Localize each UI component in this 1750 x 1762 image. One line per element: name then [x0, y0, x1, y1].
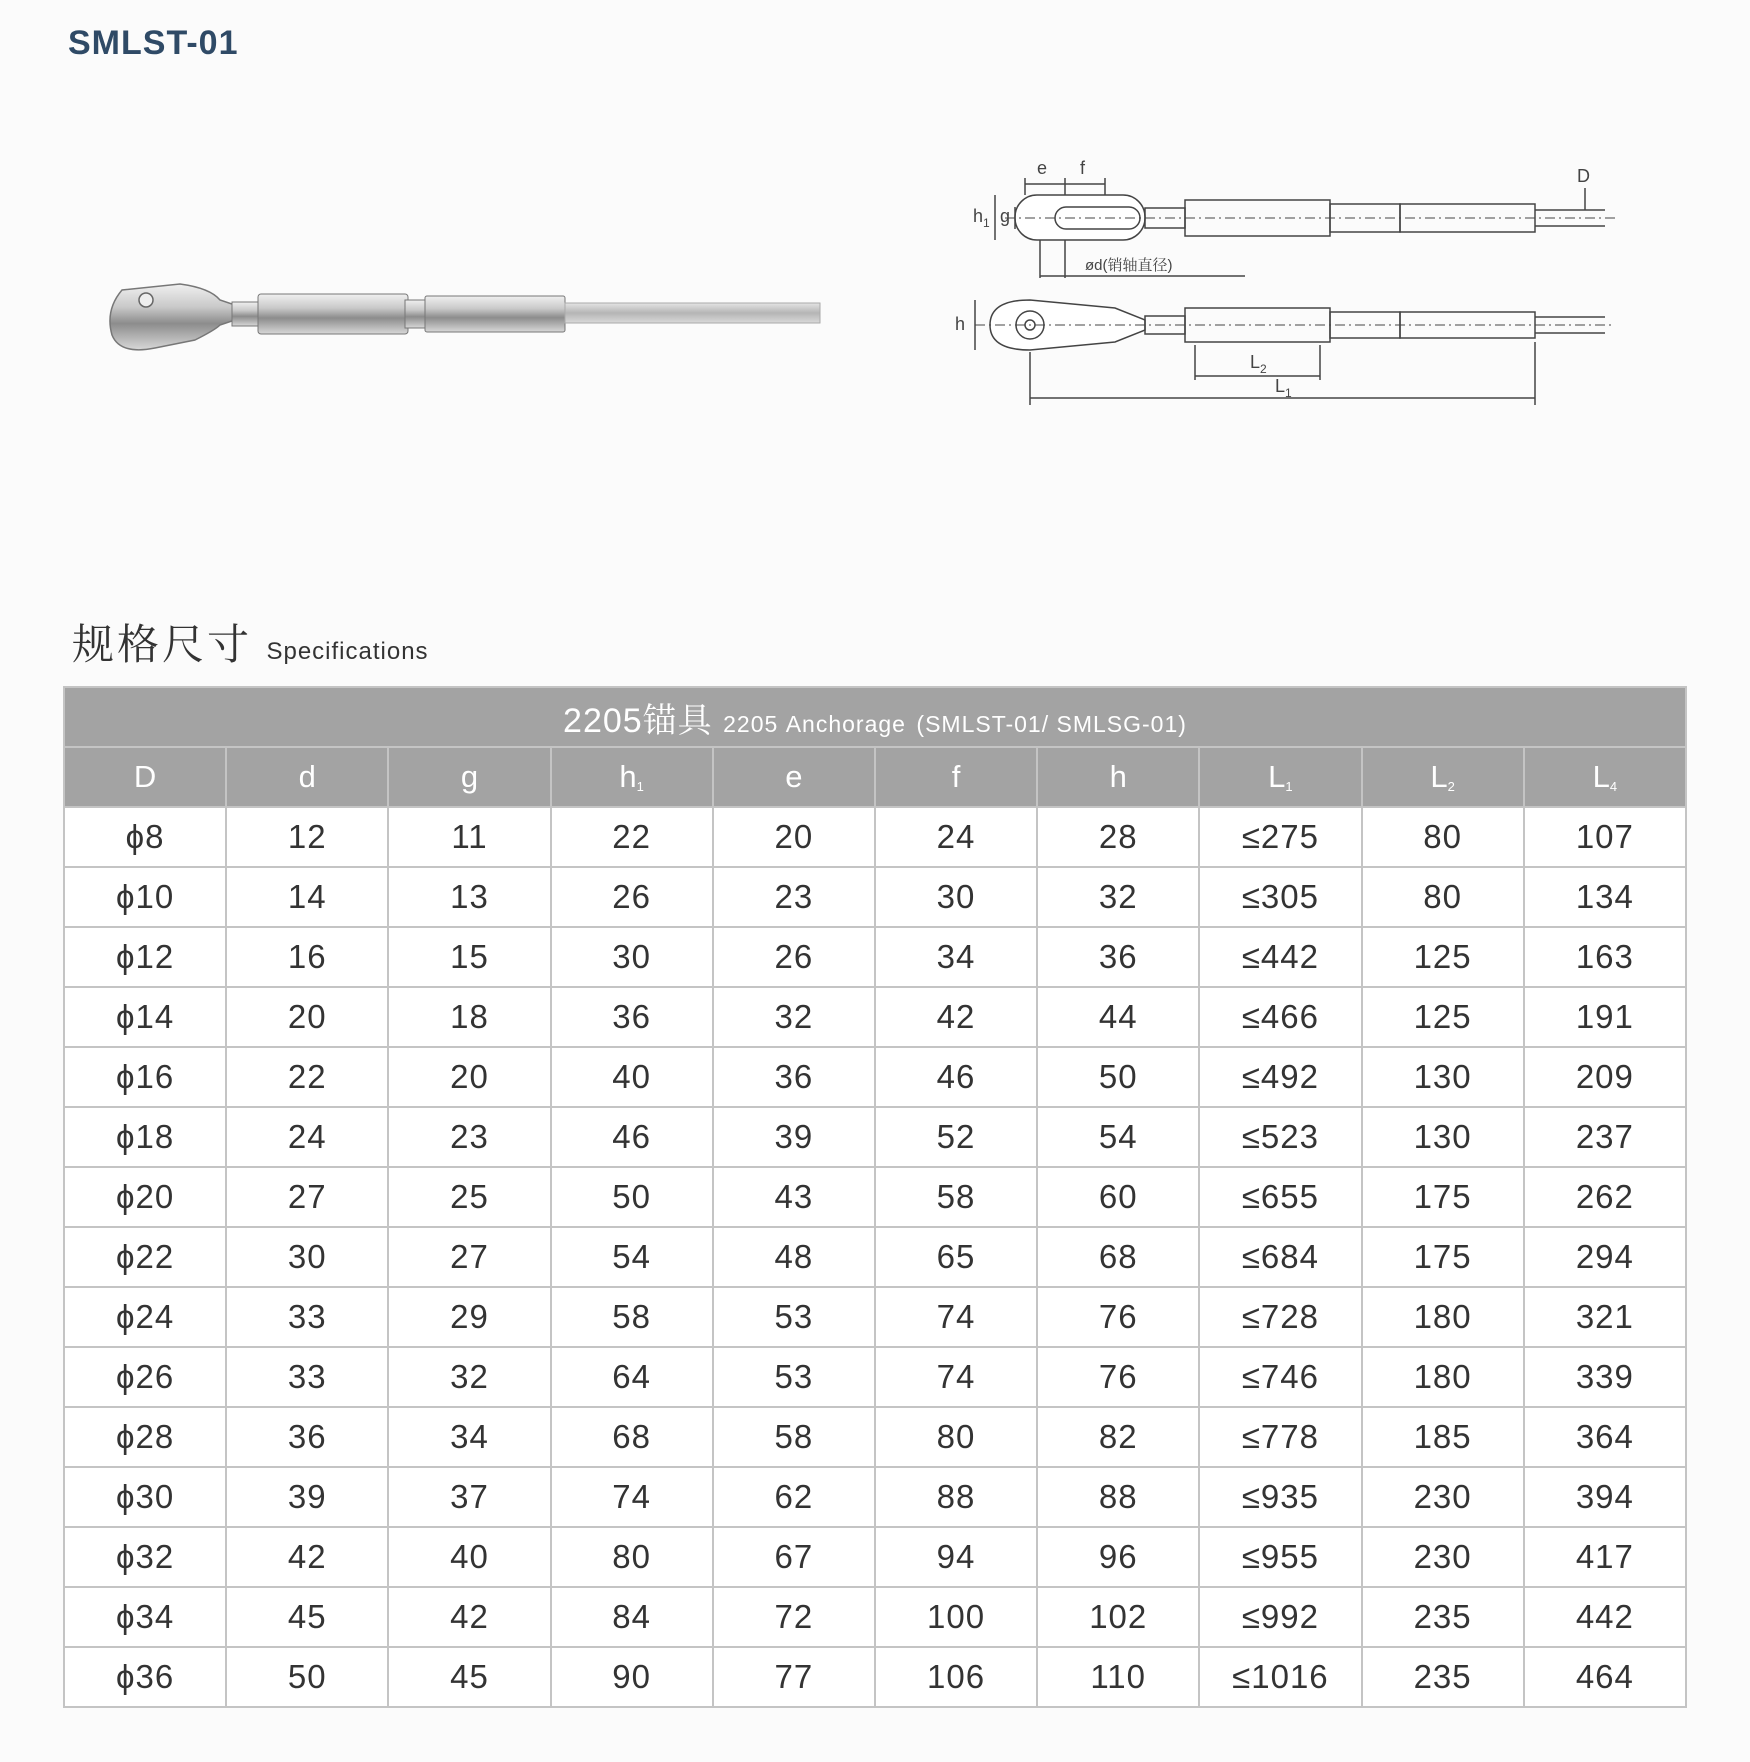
table-cell: 417 [1524, 1527, 1686, 1587]
specifications-heading-en: Specifications [266, 638, 429, 665]
table-cell: 53 [713, 1347, 875, 1407]
table-cell: 209 [1524, 1047, 1686, 1107]
table-cell: 54 [1037, 1107, 1199, 1167]
table-cell: 12 [226, 807, 388, 867]
table-cell: 40 [551, 1047, 713, 1107]
drawing-label-h: h [955, 314, 966, 334]
table-cell: 13 [388, 867, 550, 927]
table-cell: 80 [1362, 807, 1524, 867]
table-cell: 30 [875, 867, 1037, 927]
table-cell: 191 [1524, 987, 1686, 1047]
table-cell: 237 [1524, 1107, 1686, 1167]
table-cell: 45 [226, 1587, 388, 1647]
table-cell: ϕ10 [64, 867, 226, 927]
table-row [64, 1407, 1686, 1467]
table-header-label: g [460, 759, 479, 794]
table-cell: ϕ18 [64, 1107, 226, 1167]
table-cell: 37 [388, 1467, 550, 1527]
table-cell: 53 [713, 1287, 875, 1347]
drawing-label-e: e [1037, 158, 1048, 178]
table-header-label: e [785, 759, 803, 794]
table-cell: 33 [226, 1287, 388, 1347]
table-cell: 58 [875, 1167, 1037, 1227]
table-cell: 394 [1524, 1467, 1686, 1527]
drawing-label-pin-diameter: ød(销轴直径) [1085, 257, 1173, 274]
table-cell: 235 [1362, 1647, 1524, 1707]
table-row [64, 1107, 1686, 1167]
table-cell: ϕ34 [64, 1587, 226, 1647]
table-cell: 74 [875, 1287, 1037, 1347]
table-cell: 321 [1524, 1287, 1686, 1347]
table-cell: 80 [1362, 867, 1524, 927]
table-cell: 80 [551, 1527, 713, 1587]
table-cell: ≤492 [1199, 1047, 1361, 1107]
table-cell: 68 [551, 1407, 713, 1467]
table-cell: ≤684 [1199, 1227, 1361, 1287]
table-caption-zh: 2205锚具 [563, 701, 713, 740]
table-cell: ϕ12 [64, 927, 226, 987]
table-header-subscript: 1 [1285, 779, 1293, 794]
table-cell: 364 [1524, 1407, 1686, 1467]
table-cell: 107 [1524, 807, 1686, 867]
table-cell: ≤442 [1199, 927, 1361, 987]
table-cell: 28 [1037, 807, 1199, 867]
table-header-subscript: 2 [1447, 779, 1455, 794]
table-cell: 16 [226, 927, 388, 987]
table-cell: 24 [875, 807, 1037, 867]
table-cell: 180 [1362, 1347, 1524, 1407]
table-header-label: h [619, 759, 637, 794]
table-header-label: L [1268, 759, 1286, 794]
table-cell: 68 [1037, 1227, 1199, 1287]
table-cell: 262 [1524, 1167, 1686, 1227]
table-cell: 52 [875, 1107, 1037, 1167]
table-row [64, 1287, 1686, 1347]
table-cell: 11 [388, 807, 550, 867]
table-cell: ≤778 [1199, 1407, 1361, 1467]
table-cell: 130 [1362, 1107, 1524, 1167]
table-cell: 27 [388, 1227, 550, 1287]
table-header-label: d [298, 759, 316, 794]
table-cell: 100 [875, 1587, 1037, 1647]
table-cell: 48 [713, 1227, 875, 1287]
specifications-table [63, 686, 1687, 1708]
table-cell: ≤992 [1199, 1587, 1361, 1647]
drawing-label-g: g [1000, 206, 1011, 226]
table-header-cell [1037, 747, 1199, 807]
table-header-cell [1362, 747, 1524, 807]
table-cell: 175 [1362, 1167, 1524, 1227]
drawing-side-view [955, 300, 1615, 405]
table-cell: 58 [713, 1407, 875, 1467]
table-row [64, 1167, 1686, 1227]
table-cell: 50 [1037, 1047, 1199, 1107]
table-cell: ϕ24 [64, 1287, 226, 1347]
table-cell: 65 [875, 1227, 1037, 1287]
table-cell: ≤275 [1199, 807, 1361, 867]
table-cell: 36 [226, 1407, 388, 1467]
table-cell: ≤746 [1199, 1347, 1361, 1407]
table-cell: 36 [713, 1047, 875, 1107]
table-header-cell [875, 747, 1037, 807]
table-header-cell [388, 747, 550, 807]
table-row [64, 1467, 1686, 1527]
table-cell: 29 [388, 1287, 550, 1347]
table-cell: 96 [1037, 1527, 1199, 1587]
drawing-top-view [973, 158, 1615, 278]
table-cell: 130 [1362, 1047, 1524, 1107]
table-cell: 230 [1362, 1527, 1524, 1587]
table-cell: 15 [388, 927, 550, 987]
table-cell: 40 [388, 1527, 550, 1587]
table-cell: ϕ14 [64, 987, 226, 1047]
anchorage-technical-drawing [945, 158, 1645, 460]
table-header-cell [1199, 747, 1361, 807]
table-row [64, 987, 1686, 1047]
table-cell: 42 [226, 1527, 388, 1587]
table-cell: ϕ36 [64, 1647, 226, 1707]
table-cell: ϕ30 [64, 1467, 226, 1527]
table-cell: 175 [1362, 1227, 1524, 1287]
table-cell: 18 [388, 987, 550, 1047]
table-cell: 50 [551, 1167, 713, 1227]
table-cell: 42 [388, 1587, 550, 1647]
table-cell: 88 [1037, 1467, 1199, 1527]
table-cell: ϕ22 [64, 1227, 226, 1287]
table-cell: ≤955 [1199, 1527, 1361, 1587]
table-cell: 76 [1037, 1287, 1199, 1347]
table-cell: 464 [1524, 1647, 1686, 1707]
table-cell: 50 [226, 1647, 388, 1707]
table-header-label: D [133, 759, 157, 794]
table-cell: 34 [875, 927, 1037, 987]
table-cell: 32 [713, 987, 875, 1047]
table-cell: ≤935 [1199, 1467, 1361, 1527]
table-cell: 25 [388, 1167, 550, 1227]
table-header-subscript: 4 [1609, 779, 1618, 794]
table-cell: 180 [1362, 1287, 1524, 1347]
table-cell: 134 [1524, 867, 1686, 927]
table-cell: ≤523 [1199, 1107, 1361, 1167]
table-row [64, 1347, 1686, 1407]
table-header-cell [1524, 747, 1686, 807]
table-cell: ϕ20 [64, 1167, 226, 1227]
table-cell: 442 [1524, 1587, 1686, 1647]
table-cell: 24 [226, 1107, 388, 1167]
table-row [64, 1647, 1686, 1707]
table-cell: 76 [1037, 1347, 1199, 1407]
table-cell: 230 [1362, 1467, 1524, 1527]
table-cell: 110 [1037, 1647, 1199, 1707]
drawing-label-D: D [1577, 166, 1590, 186]
table-cell: 27 [226, 1167, 388, 1227]
table-row [64, 1527, 1686, 1587]
table-header-subscript: 1 [636, 779, 644, 794]
product-model-title: SMLST-01 [68, 24, 239, 62]
table-cell: 339 [1524, 1347, 1686, 1407]
anchorage-product-photo [100, 270, 830, 380]
table-cell: 185 [1362, 1407, 1524, 1467]
table-row [64, 807, 1686, 867]
table-cell: 26 [551, 867, 713, 927]
drawing-label-h1: $h_1$ [973, 206, 990, 230]
table-header-label: L [1592, 759, 1610, 794]
table-cell: 62 [713, 1467, 875, 1527]
table-cell: 20 [388, 1047, 550, 1107]
table-cell: 102 [1037, 1587, 1199, 1647]
specifications-heading-zh: 规格尺寸 [72, 620, 253, 669]
table-cell: 32 [1037, 867, 1199, 927]
table-cell: 39 [713, 1107, 875, 1167]
table-cell: 80 [875, 1407, 1037, 1467]
table-cell: 39 [226, 1467, 388, 1527]
table-cell: 88 [875, 1467, 1037, 1527]
table-cell: 23 [713, 867, 875, 927]
table-row [64, 1047, 1686, 1107]
table-caption [64, 687, 1686, 747]
table-header-label: L [1430, 759, 1448, 794]
table-cell: ϕ26 [64, 1347, 226, 1407]
table-cell: 125 [1362, 927, 1524, 987]
table-cell: 64 [551, 1347, 713, 1407]
table-cell: 36 [551, 987, 713, 1047]
table-cell: 32 [388, 1347, 550, 1407]
table-cell: 72 [713, 1587, 875, 1647]
drawing-label-f: f [1080, 158, 1086, 178]
table-cell: 14 [226, 867, 388, 927]
table-cell: 60 [1037, 1167, 1199, 1227]
table-cell: ϕ28 [64, 1407, 226, 1467]
table-body [64, 807, 1686, 1707]
table-cell: 294 [1524, 1227, 1686, 1287]
specifications-heading [72, 612, 429, 672]
table-cell: 163 [1524, 927, 1686, 987]
table-caption-en: 2205 Anchorage [723, 710, 906, 737]
table-header-cell [551, 747, 713, 807]
table-cell: ϕ16 [64, 1047, 226, 1107]
table-cell: 74 [875, 1347, 1037, 1407]
table-cell: 67 [713, 1527, 875, 1587]
table-cell: 82 [1037, 1407, 1199, 1467]
table-row [64, 1227, 1686, 1287]
drawing-label-L1: $L_1$ [1275, 376, 1292, 400]
table-cell: 54 [551, 1227, 713, 1287]
table-cell: 30 [226, 1227, 388, 1287]
table-cell: 22 [551, 807, 713, 867]
table-row [64, 927, 1686, 987]
table-row [64, 867, 1686, 927]
table-cell: 77 [713, 1647, 875, 1707]
table-header-label: f [951, 759, 961, 794]
table-header-cell [64, 747, 226, 807]
table-cell: 46 [875, 1047, 1037, 1107]
table-cell: 23 [388, 1107, 550, 1167]
table-cell: 90 [551, 1647, 713, 1707]
table-header-row [64, 747, 1686, 807]
table-cell: 22 [226, 1047, 388, 1107]
table-cell: 36 [1037, 927, 1199, 987]
table-cell: 84 [551, 1587, 713, 1647]
table-cell: 235 [1362, 1587, 1524, 1647]
table-cell: 34 [388, 1407, 550, 1467]
table-cell: 46 [551, 1107, 713, 1167]
table-cell: 74 [551, 1467, 713, 1527]
table-caption-model: (SMLST-01/ SMLSG-01) [916, 710, 1187, 737]
table-cell: 26 [713, 927, 875, 987]
table-cell: ≤728 [1199, 1287, 1361, 1347]
table-cell: ≤655 [1199, 1167, 1361, 1227]
table-cell: 94 [875, 1527, 1037, 1587]
drawing-label-L2: $L_2$ [1250, 352, 1267, 376]
table-cell: ≤305 [1199, 867, 1361, 927]
table-header-label: h [1109, 759, 1127, 794]
table-cell: 42 [875, 987, 1037, 1047]
table-cell: ≤466 [1199, 987, 1361, 1047]
table-row [64, 1587, 1686, 1647]
table-cell: ϕ32 [64, 1527, 226, 1587]
table-cell: ϕ8 [64, 807, 226, 867]
table-cell: 125 [1362, 987, 1524, 1047]
table-cell: 106 [875, 1647, 1037, 1707]
table-cell: ≤1016 [1199, 1647, 1361, 1707]
table-header-cell [226, 747, 388, 807]
table-cell: 20 [226, 987, 388, 1047]
table-caption-row [64, 687, 1686, 747]
table-cell: 44 [1037, 987, 1199, 1047]
table-header-cell [713, 747, 875, 807]
table-cell: 45 [388, 1647, 550, 1707]
table-cell: 58 [551, 1287, 713, 1347]
table-cell: 43 [713, 1167, 875, 1227]
table-cell: 20 [713, 807, 875, 867]
table-cell: 33 [226, 1347, 388, 1407]
table-cell: 30 [551, 927, 713, 987]
